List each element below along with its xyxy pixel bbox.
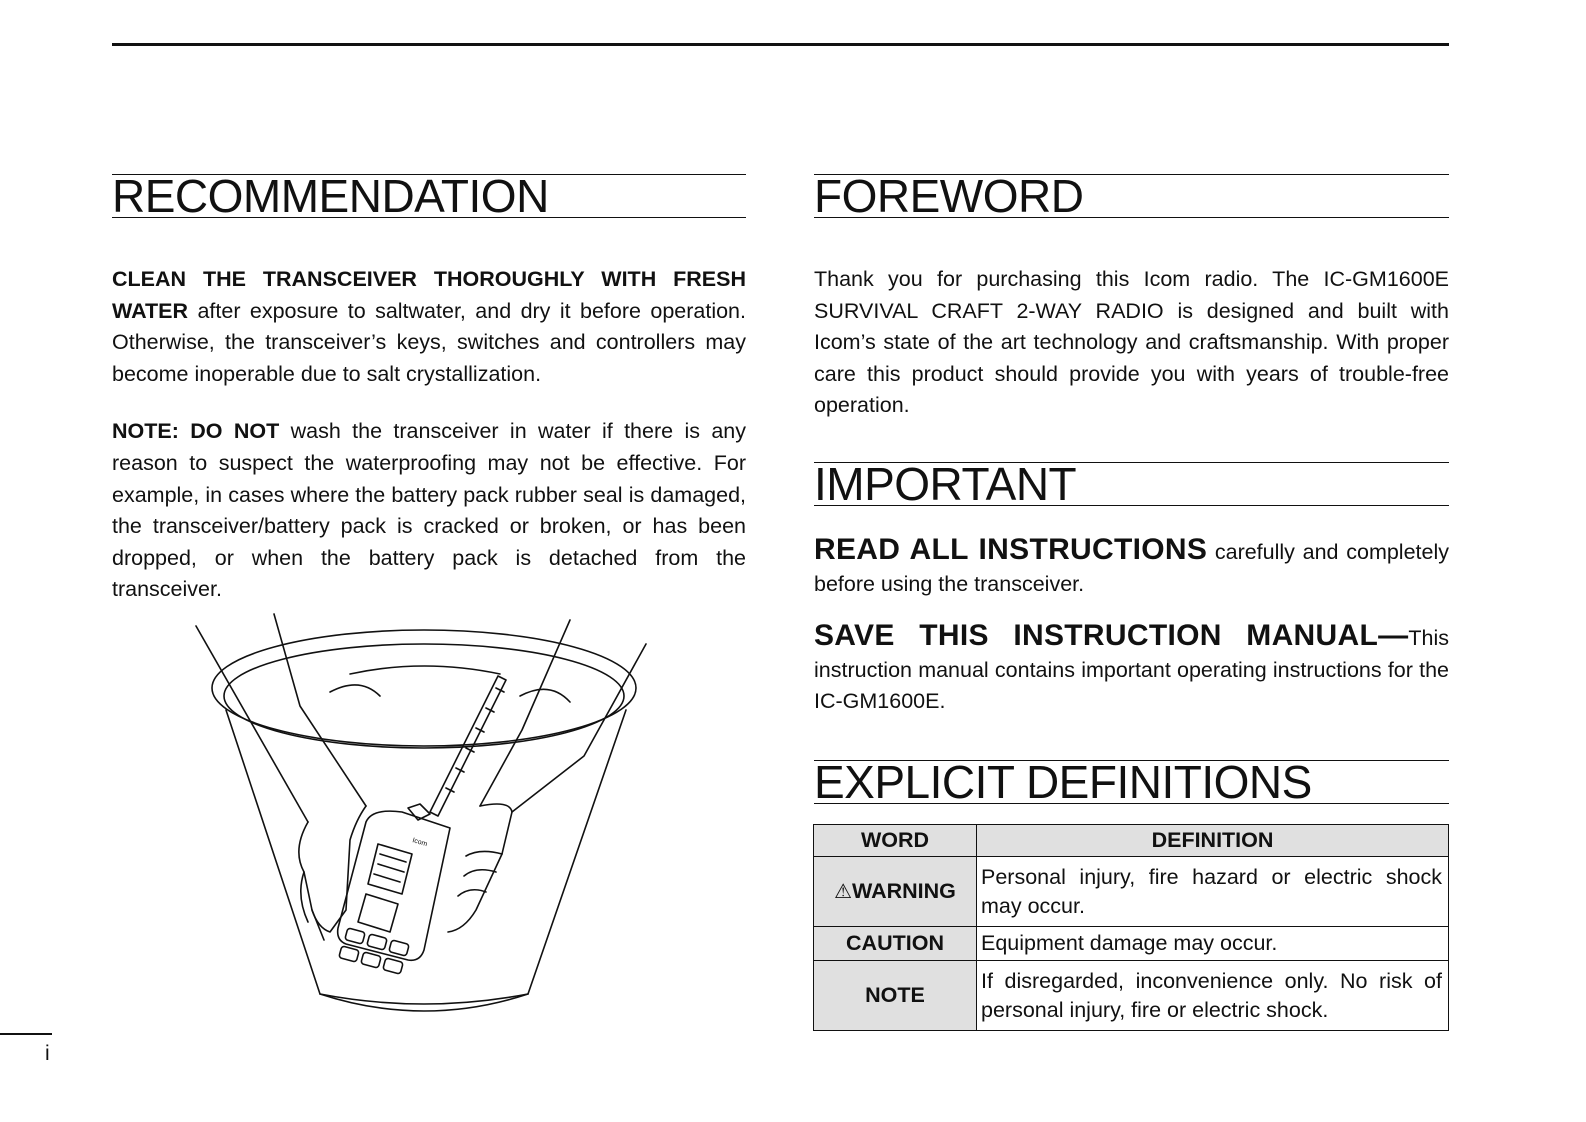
- keypad-key: [339, 946, 359, 962]
- page-number-rule: [0, 1033, 52, 1035]
- speaker-grille: [374, 854, 406, 882]
- recommendation-section: [112, 170, 746, 606]
- water-surface: [350, 666, 500, 674]
- right-column: [814, 170, 1449, 808]
- important-p1-bold: READ ALL INSTRUCTIONS: [814, 532, 1208, 566]
- foreword-title: FOREWORD: [814, 170, 1084, 222]
- keypad-key: [389, 940, 409, 956]
- definition-cell: Equipment damage may occur.: [977, 927, 1449, 961]
- foreword-paragraph: Thank you for purchasing this Icom radio. The IC-GM1600E SURVIVAL CRAFT 2-WAY RADIO is designed and built with Icom’s state of the art technology and craftsmanship. With proper care this product should provide you with years of trouble-free operation.: [814, 267, 1449, 418]
- recommendation-heading: [112, 170, 746, 222]
- keypad-key: [367, 934, 387, 950]
- left-arm: [196, 626, 308, 822]
- top-rule: [112, 43, 1449, 46]
- table-row: [814, 857, 1449, 927]
- definitions-heading: [814, 755, 1449, 808]
- bucket-body: [226, 710, 626, 1011]
- important-paragraph-2: [814, 620, 1449, 718]
- recommendation-p1-bold: CLEAN THE TRANSCEIVER THOROUGHLY WITH FRESH WATER: [112, 267, 746, 323]
- important-p2-text: This instruction manual contains important operating instructions for the IC-GM1600E.: [814, 626, 1449, 714]
- important-heading: [814, 457, 1449, 510]
- warning-triangle-icon: ⚠: [834, 881, 852, 903]
- bucket-rim: [212, 630, 636, 746]
- antenna-ridges: [446, 688, 504, 792]
- radio-display: [358, 894, 398, 932]
- keypad-key: [361, 952, 381, 968]
- radio-speaker: [368, 844, 412, 894]
- recommendation-paragraph-1: [112, 264, 746, 390]
- keypad-key: [345, 928, 365, 944]
- bucket-washing-illustration: [180, 610, 660, 1030]
- keypad-key: [383, 958, 403, 974]
- page-number: i: [45, 1042, 50, 1065]
- word-caution: CAUTION: [814, 927, 977, 961]
- water-ripple: [520, 689, 570, 702]
- table-header-row: [814, 825, 1449, 857]
- table-row: [814, 961, 1449, 1031]
- important-paragraph-1: [814, 534, 1449, 600]
- recommendation-title: RECOMMENDATION: [112, 170, 549, 222]
- radio-brand-label: Icom: [411, 837, 428, 849]
- definitions-table: [813, 824, 1449, 1031]
- right-hand-fingers: [458, 851, 502, 896]
- recommendation-p2-bold: NOTE: DO NOT: [112, 419, 280, 444]
- foreword-heading: [814, 170, 1449, 222]
- word-note: NOTE: [814, 961, 977, 1031]
- recommendation-paragraph-2: [112, 416, 746, 606]
- left-hand: [299, 806, 366, 932]
- table-row: [814, 927, 1449, 961]
- column-header-word: WORD: [814, 825, 977, 857]
- definitions-title: EXPLICIT DEFINITIONS: [814, 755, 1312, 808]
- definition-cell: Personal injury, fire hazard or electric shock may occur.: [977, 857, 1449, 927]
- important-title: IMPORTANT: [814, 457, 1077, 510]
- important-p2-bold: SAVE THIS INSTRUCTION MANUAL—: [814, 619, 1409, 653]
- recommendation-p1-text: after exposure to saltwater, and dry it before operation. Otherwise, the transceiver’s keys, switches and controllers may become inoperable due to salt crystallization.: [112, 298, 746, 386]
- recommendation-p2-text: wash the transceiver in water if there is any reason to suspect the waterproofing may not be effective. For example, in cases where the battery pack rubber seal is damaged, the transceiver/battery pack is cracked or broken, or has been dropped, or when the battery pack is detached from the transceiver.: [112, 419, 746, 602]
- right-hand: [448, 804, 512, 932]
- word-cell: [814, 857, 977, 927]
- water-ripple: [330, 685, 380, 696]
- important-p1-text: carefully and completely before using the transceiver.: [814, 539, 1449, 596]
- definition-cell: If disregarded, inconvenience only. No risk of personal injury, fire or electric shock.: [977, 961, 1449, 1031]
- column-header-definition: DEFINITION: [977, 825, 1449, 857]
- left-hand-fingers: [301, 872, 324, 940]
- radio-body: [338, 811, 450, 960]
- word-warning: WARNING: [852, 879, 956, 903]
